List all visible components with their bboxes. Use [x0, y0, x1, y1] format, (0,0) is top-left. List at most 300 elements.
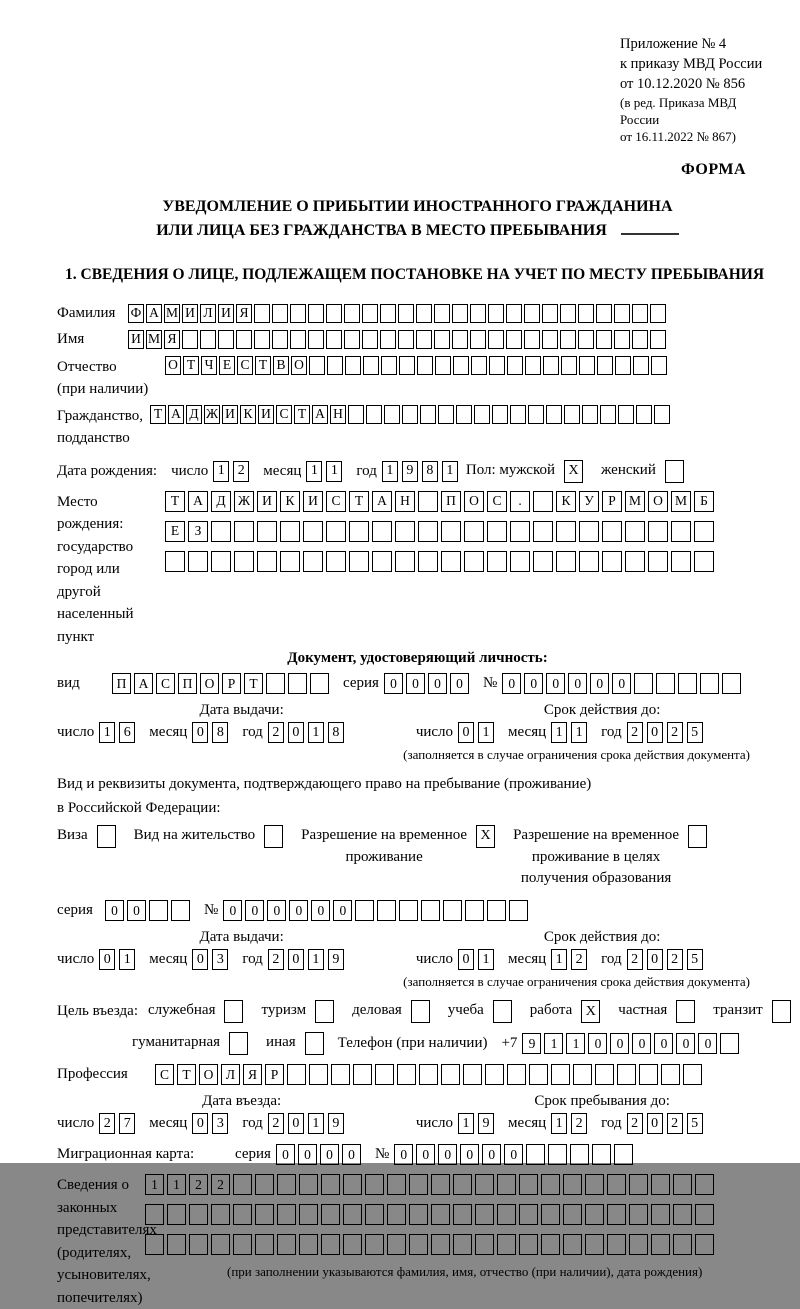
- form-cell[interactable]: Д: [211, 491, 231, 512]
- form-cell[interactable]: [607, 1174, 626, 1195]
- form-cell[interactable]: [218, 330, 234, 349]
- form-cell[interactable]: [395, 551, 415, 572]
- form-cell[interactable]: [272, 330, 288, 349]
- form-cell[interactable]: [345, 356, 361, 375]
- form-cell[interactable]: 0: [333, 900, 352, 921]
- form-cell[interactable]: [377, 900, 396, 921]
- form-cell[interactable]: [656, 673, 675, 694]
- form-cell[interactable]: [441, 1064, 460, 1085]
- form-cell[interactable]: 2: [268, 1113, 284, 1134]
- form-cell[interactable]: [614, 304, 630, 323]
- form-cell[interactable]: [234, 521, 254, 542]
- form-cell[interactable]: [678, 673, 697, 694]
- form-cell[interactable]: [650, 304, 666, 323]
- form-cell[interactable]: 8: [212, 722, 228, 743]
- form-cell[interactable]: [303, 521, 323, 542]
- form-cell[interactable]: [384, 405, 400, 424]
- form-cell[interactable]: [542, 304, 558, 323]
- form-cell[interactable]: [543, 356, 559, 375]
- form-cell[interactable]: [519, 1204, 538, 1225]
- form-cell[interactable]: [487, 551, 507, 572]
- form-cell[interactable]: 0: [676, 1033, 695, 1054]
- form-cell[interactable]: [671, 551, 691, 572]
- form-cell[interactable]: Б: [694, 491, 714, 512]
- form-cell[interactable]: [673, 1204, 692, 1225]
- form-cell[interactable]: [277, 1174, 296, 1195]
- form-cell[interactable]: [321, 1174, 340, 1195]
- form-cell[interactable]: 0: [590, 673, 609, 694]
- form-cell[interactable]: 2: [571, 1113, 587, 1134]
- form-cell[interactable]: [280, 551, 300, 572]
- form-cell[interactable]: [694, 551, 714, 572]
- form-cell[interactable]: 0: [416, 1144, 435, 1165]
- form-cell[interactable]: [441, 521, 461, 542]
- form-cell[interactable]: Т: [150, 405, 166, 424]
- form-cell[interactable]: [419, 1064, 438, 1085]
- form-cell[interactable]: 1: [551, 1113, 567, 1134]
- form-cell[interactable]: [625, 551, 645, 572]
- form-cell[interactable]: [299, 1234, 318, 1255]
- form-cell[interactable]: [343, 1204, 362, 1225]
- form-cell[interactable]: 9: [522, 1033, 541, 1054]
- form-cell[interactable]: Т: [294, 405, 310, 424]
- form-cell[interactable]: 0: [406, 673, 425, 694]
- form-cell[interactable]: [541, 1174, 560, 1195]
- form-cell[interactable]: [636, 405, 652, 424]
- form-cell[interactable]: 0: [632, 1033, 651, 1054]
- form-cell[interactable]: 1: [306, 461, 322, 482]
- form-cell[interactable]: [585, 1174, 604, 1195]
- form-cell[interactable]: 0: [288, 1113, 304, 1134]
- form-cell[interactable]: 2: [667, 1113, 683, 1134]
- form-cell[interactable]: [453, 356, 469, 375]
- form-cell[interactable]: [321, 1234, 340, 1255]
- form-cell[interactable]: [551, 1064, 570, 1085]
- form-cell[interactable]: [309, 356, 325, 375]
- form-cell[interactable]: [355, 900, 374, 921]
- form-cell[interactable]: А: [312, 405, 328, 424]
- form-cell[interactable]: [435, 356, 451, 375]
- form-cell[interactable]: [416, 330, 432, 349]
- form-cell[interactable]: 0: [288, 722, 304, 743]
- form-cell[interactable]: [509, 900, 528, 921]
- form-cell[interactable]: 1: [551, 722, 567, 743]
- form-cell[interactable]: [615, 356, 631, 375]
- form-cell[interactable]: [452, 330, 468, 349]
- form-cell[interactable]: [344, 304, 360, 323]
- form-cell[interactable]: 3: [212, 1113, 228, 1134]
- form-cell[interactable]: [287, 1064, 306, 1085]
- form-cell[interactable]: [541, 1204, 560, 1225]
- form-cell[interactable]: [607, 1234, 626, 1255]
- form-cell[interactable]: [695, 1234, 714, 1255]
- form-cell[interactable]: 0: [276, 1144, 295, 1165]
- form-cell[interactable]: [321, 1204, 340, 1225]
- checkbox-purpose-humanitarian[interactable]: [229, 1032, 248, 1055]
- form-cell[interactable]: 0: [289, 900, 308, 921]
- form-cell[interactable]: [654, 405, 670, 424]
- form-cell[interactable]: [632, 330, 648, 349]
- form-cell[interactable]: [280, 521, 300, 542]
- form-cell[interactable]: [165, 551, 185, 572]
- form-cell[interactable]: [542, 330, 558, 349]
- form-cell[interactable]: [579, 521, 599, 542]
- form-cell[interactable]: [546, 405, 562, 424]
- form-cell[interactable]: [290, 330, 306, 349]
- form-cell[interactable]: 8: [328, 722, 344, 743]
- form-cell[interactable]: [236, 330, 252, 349]
- form-cell[interactable]: [431, 1174, 450, 1195]
- form-cell[interactable]: 2: [233, 461, 249, 482]
- form-cell[interactable]: 0: [192, 949, 208, 970]
- form-cell[interactable]: [182, 330, 198, 349]
- form-cell[interactable]: 1: [308, 722, 324, 743]
- form-cell[interactable]: [533, 491, 553, 512]
- form-cell[interactable]: [570, 1144, 589, 1165]
- form-cell[interactable]: 1: [326, 461, 342, 482]
- form-cell[interactable]: 0: [394, 1144, 413, 1165]
- form-cell[interactable]: [257, 521, 277, 542]
- form-cell[interactable]: 0: [588, 1033, 607, 1054]
- form-cell[interactable]: [695, 1174, 714, 1195]
- form-cell[interactable]: 0: [546, 673, 565, 694]
- form-cell[interactable]: Т: [165, 491, 185, 512]
- form-cell[interactable]: [651, 1234, 670, 1255]
- form-cell[interactable]: Р: [222, 673, 241, 694]
- form-cell[interactable]: [529, 1064, 548, 1085]
- form-cell[interactable]: [399, 356, 415, 375]
- form-cell[interactable]: [556, 551, 576, 572]
- form-cell[interactable]: [700, 673, 719, 694]
- form-cell[interactable]: [506, 304, 522, 323]
- form-cell[interactable]: [561, 356, 577, 375]
- form-cell[interactable]: [372, 521, 392, 542]
- form-cell[interactable]: [602, 521, 622, 542]
- form-cell[interactable]: [363, 356, 379, 375]
- checkbox-temp-residence-education[interactable]: [688, 825, 707, 848]
- form-cell[interactable]: 1: [571, 722, 587, 743]
- form-cell[interactable]: 0: [698, 1033, 717, 1054]
- form-cell[interactable]: [510, 521, 530, 542]
- form-cell[interactable]: [487, 900, 506, 921]
- form-cell[interactable]: [492, 405, 508, 424]
- form-cell[interactable]: [475, 1174, 494, 1195]
- form-cell[interactable]: [211, 551, 231, 572]
- form-cell[interactable]: 1: [478, 722, 494, 743]
- form-cell[interactable]: [632, 304, 648, 323]
- form-cell[interactable]: [722, 673, 741, 694]
- form-cell[interactable]: [671, 521, 691, 542]
- form-cell[interactable]: [211, 1204, 230, 1225]
- checkbox-sex-male[interactable]: X: [564, 460, 583, 483]
- form-cell[interactable]: Р: [602, 491, 622, 512]
- form-cell[interactable]: [277, 1204, 296, 1225]
- checkbox-sex-female[interactable]: [665, 460, 684, 483]
- form-cell[interactable]: [326, 330, 342, 349]
- form-cell[interactable]: [348, 405, 364, 424]
- form-cell[interactable]: 2: [627, 1113, 643, 1134]
- form-cell[interactable]: [579, 356, 595, 375]
- form-cell[interactable]: 2: [99, 1113, 115, 1134]
- form-cell[interactable]: [149, 900, 168, 921]
- form-cell[interactable]: [596, 304, 612, 323]
- form-cell[interactable]: [167, 1234, 186, 1255]
- form-cell[interactable]: К: [556, 491, 576, 512]
- form-cell[interactable]: Ж: [234, 491, 254, 512]
- form-cell[interactable]: 1: [308, 1113, 324, 1134]
- form-cell[interactable]: 2: [211, 1174, 230, 1195]
- form-cell[interactable]: [299, 1174, 318, 1195]
- form-cell[interactable]: Р: [265, 1064, 284, 1085]
- form-cell[interactable]: Ж: [204, 405, 220, 424]
- form-cell[interactable]: [556, 521, 576, 542]
- form-cell[interactable]: [694, 521, 714, 542]
- form-cell[interactable]: [443, 900, 462, 921]
- form-cell[interactable]: [257, 551, 277, 572]
- form-cell[interactable]: 0: [99, 949, 115, 970]
- form-cell[interactable]: [387, 1174, 406, 1195]
- form-cell[interactable]: 0: [458, 722, 474, 743]
- form-cell[interactable]: 2: [268, 949, 284, 970]
- form-cell[interactable]: [507, 1064, 526, 1085]
- form-cell[interactable]: 1: [145, 1174, 164, 1195]
- form-cell[interactable]: И: [128, 330, 144, 349]
- form-cell[interactable]: [533, 551, 553, 572]
- form-cell[interactable]: А: [168, 405, 184, 424]
- form-cell[interactable]: А: [146, 304, 162, 323]
- form-cell[interactable]: 0: [127, 900, 146, 921]
- checkbox-purpose-business[interactable]: [411, 1000, 430, 1023]
- form-cell[interactable]: 0: [502, 673, 521, 694]
- form-cell[interactable]: 6: [119, 722, 135, 743]
- form-cell[interactable]: 0: [245, 900, 264, 921]
- form-cell[interactable]: М: [146, 330, 162, 349]
- form-cell[interactable]: [409, 1204, 428, 1225]
- form-cell[interactable]: [288, 673, 307, 694]
- form-cell[interactable]: 5: [687, 722, 703, 743]
- form-cell[interactable]: [380, 304, 396, 323]
- form-cell[interactable]: [327, 356, 343, 375]
- form-cell[interactable]: С: [156, 673, 175, 694]
- form-cell[interactable]: [453, 1234, 472, 1255]
- form-cell[interactable]: [614, 1144, 633, 1165]
- form-cell[interactable]: [266, 673, 285, 694]
- form-cell[interactable]: [387, 1204, 406, 1225]
- form-cell[interactable]: [398, 330, 414, 349]
- form-cell[interactable]: [277, 1234, 296, 1255]
- form-cell[interactable]: [519, 1234, 538, 1255]
- form-cell[interactable]: О: [291, 356, 307, 375]
- checkbox-purpose-study[interactable]: [493, 1000, 512, 1023]
- form-cell[interactable]: [326, 521, 346, 542]
- form-cell[interactable]: Л: [221, 1064, 240, 1085]
- form-cell[interactable]: [397, 1064, 416, 1085]
- form-cell[interactable]: [171, 900, 190, 921]
- form-cell[interactable]: [343, 1174, 362, 1195]
- form-cell[interactable]: [651, 1174, 670, 1195]
- form-cell[interactable]: 9: [328, 949, 344, 970]
- form-cell[interactable]: [381, 356, 397, 375]
- form-cell[interactable]: [526, 1144, 545, 1165]
- form-cell[interactable]: 1: [308, 949, 324, 970]
- form-cell[interactable]: [290, 304, 306, 323]
- form-cell[interactable]: [434, 304, 450, 323]
- form-cell[interactable]: [524, 330, 540, 349]
- form-cell[interactable]: [343, 1234, 362, 1255]
- form-cell[interactable]: [434, 330, 450, 349]
- form-cell[interactable]: Е: [165, 521, 185, 542]
- form-cell[interactable]: 9: [328, 1113, 344, 1134]
- form-cell[interactable]: 0: [647, 722, 663, 743]
- form-cell[interactable]: [211, 521, 231, 542]
- form-cell[interactable]: 3: [212, 949, 228, 970]
- form-cell[interactable]: [563, 1204, 582, 1225]
- form-cell[interactable]: [349, 551, 369, 572]
- form-cell[interactable]: Т: [183, 356, 199, 375]
- form-cell[interactable]: [579, 551, 599, 572]
- form-cell[interactable]: 0: [610, 1033, 629, 1054]
- form-cell[interactable]: С: [237, 356, 253, 375]
- form-cell[interactable]: [211, 1234, 230, 1255]
- form-cell[interactable]: 0: [298, 1144, 317, 1165]
- checkbox-temp-residence-permit[interactable]: X: [476, 825, 495, 848]
- form-cell[interactable]: [633, 356, 649, 375]
- form-cell[interactable]: [474, 405, 490, 424]
- form-cell[interactable]: [507, 356, 523, 375]
- form-cell[interactable]: [254, 304, 270, 323]
- form-cell[interactable]: .: [510, 491, 530, 512]
- form-cell[interactable]: 2: [627, 949, 643, 970]
- form-cell[interactable]: К: [280, 491, 300, 512]
- form-cell[interactable]: [463, 1064, 482, 1085]
- form-cell[interactable]: [548, 1144, 567, 1165]
- form-cell[interactable]: [651, 1204, 670, 1225]
- form-cell[interactable]: С: [487, 491, 507, 512]
- form-cell[interactable]: [563, 1234, 582, 1255]
- form-cell[interactable]: [695, 1204, 714, 1225]
- form-cell[interactable]: 0: [482, 1144, 501, 1165]
- form-cell[interactable]: 0: [612, 673, 631, 694]
- checkbox-purpose-private[interactable]: [676, 1000, 695, 1023]
- form-cell[interactable]: [510, 405, 526, 424]
- form-cell[interactable]: 1: [99, 722, 115, 743]
- form-cell[interactable]: [683, 1064, 702, 1085]
- form-cell[interactable]: [310, 673, 329, 694]
- form-cell[interactable]: 7: [119, 1113, 135, 1134]
- form-cell[interactable]: [326, 304, 342, 323]
- form-cell[interactable]: [650, 330, 666, 349]
- form-cell[interactable]: [234, 551, 254, 572]
- form-cell[interactable]: [453, 1174, 472, 1195]
- form-cell[interactable]: [326, 551, 346, 572]
- form-cell[interactable]: 0: [192, 1113, 208, 1134]
- form-cell[interactable]: 0: [504, 1144, 523, 1165]
- form-cell[interactable]: [629, 1234, 648, 1255]
- form-cell[interactable]: Т: [177, 1064, 196, 1085]
- form-cell[interactable]: [487, 521, 507, 542]
- checkbox-visa[interactable]: [97, 825, 116, 848]
- form-cell[interactable]: [353, 1064, 372, 1085]
- form-cell[interactable]: Ч: [201, 356, 217, 375]
- checkbox-purpose-other[interactable]: [305, 1032, 324, 1055]
- form-cell[interactable]: [254, 330, 270, 349]
- form-cell[interactable]: Л: [200, 304, 216, 323]
- form-cell[interactable]: [470, 304, 486, 323]
- form-cell[interactable]: Е: [219, 356, 235, 375]
- form-cell[interactable]: [418, 521, 438, 542]
- form-cell[interactable]: [673, 1174, 692, 1195]
- form-cell[interactable]: И: [218, 304, 234, 323]
- form-cell[interactable]: [395, 521, 415, 542]
- form-cell[interactable]: [489, 356, 505, 375]
- form-cell[interactable]: Т: [349, 491, 369, 512]
- form-cell[interactable]: 0: [428, 673, 447, 694]
- form-cell[interactable]: 0: [342, 1144, 361, 1165]
- form-cell[interactable]: С: [276, 405, 292, 424]
- form-cell[interactable]: [519, 1174, 538, 1195]
- form-cell[interactable]: [145, 1234, 164, 1255]
- form-cell[interactable]: [409, 1174, 428, 1195]
- form-cell[interactable]: [648, 521, 668, 542]
- form-cell[interactable]: 1: [544, 1033, 563, 1054]
- form-cell[interactable]: [673, 1234, 692, 1255]
- form-cell[interactable]: [365, 1234, 384, 1255]
- form-cell[interactable]: 0: [460, 1144, 479, 1165]
- form-cell[interactable]: [456, 405, 472, 424]
- form-cell[interactable]: [488, 304, 504, 323]
- form-cell[interactable]: Т: [244, 673, 263, 694]
- form-cell[interactable]: 0: [192, 722, 208, 743]
- form-cell[interactable]: [597, 356, 613, 375]
- form-cell[interactable]: Т: [255, 356, 271, 375]
- form-cell[interactable]: И: [257, 491, 277, 512]
- form-cell[interactable]: [418, 551, 438, 572]
- form-cell[interactable]: [525, 356, 541, 375]
- form-cell[interactable]: [720, 1033, 739, 1054]
- form-cell[interactable]: [299, 1204, 318, 1225]
- form-cell[interactable]: Я: [243, 1064, 262, 1085]
- form-cell[interactable]: [661, 1064, 680, 1085]
- form-cell[interactable]: 1: [213, 461, 229, 482]
- form-cell[interactable]: [308, 330, 324, 349]
- form-cell[interactable]: [303, 551, 323, 572]
- form-cell[interactable]: 9: [402, 461, 418, 482]
- form-cell[interactable]: [607, 1204, 626, 1225]
- form-cell[interactable]: [634, 673, 653, 694]
- form-cell[interactable]: Д: [186, 405, 202, 424]
- form-cell[interactable]: [399, 900, 418, 921]
- form-cell[interactable]: [366, 405, 382, 424]
- form-cell[interactable]: [510, 551, 530, 572]
- form-cell[interactable]: [617, 1064, 636, 1085]
- form-cell[interactable]: [625, 521, 645, 542]
- form-cell[interactable]: 0: [647, 949, 663, 970]
- form-cell[interactable]: 0: [524, 673, 543, 694]
- form-cell[interactable]: Н: [395, 491, 415, 512]
- form-cell[interactable]: О: [199, 1064, 218, 1085]
- form-cell[interactable]: П: [112, 673, 131, 694]
- form-cell[interactable]: [592, 1144, 611, 1165]
- form-cell[interactable]: [582, 405, 598, 424]
- form-cell[interactable]: [431, 1234, 450, 1255]
- form-cell[interactable]: [200, 330, 216, 349]
- form-cell[interactable]: [578, 304, 594, 323]
- form-cell[interactable]: [380, 330, 396, 349]
- form-cell[interactable]: 0: [320, 1144, 339, 1165]
- form-cell[interactable]: [648, 551, 668, 572]
- form-cell[interactable]: 2: [268, 722, 284, 743]
- form-cell[interactable]: 2: [627, 722, 643, 743]
